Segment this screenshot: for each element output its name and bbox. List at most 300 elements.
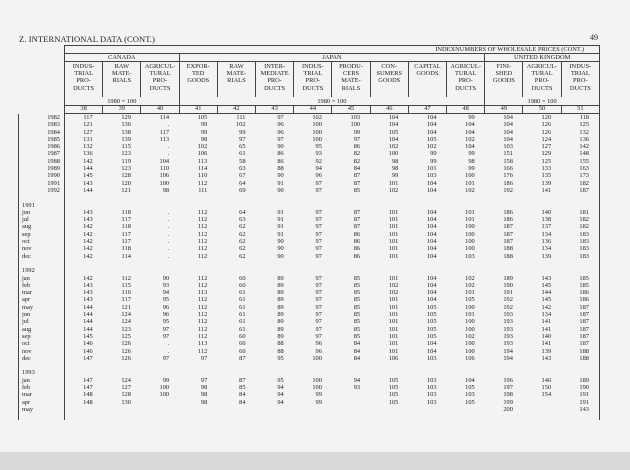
table-cell: 126 [121,347,131,355]
table-cell [294,267,332,274]
table-cell: 91 [277,230,284,238]
row-label: 1990 [19,172,65,179]
table-row [19,318,600,325]
row-label: oct [19,238,65,245]
table-cell: 112 [197,245,208,253]
table-cell: 112 [197,303,208,311]
table-cell [294,362,332,369]
table-cell: 97 [277,135,284,143]
row-label: aug [19,223,65,230]
row-label: apr [19,296,65,303]
table-cell: 183 [561,245,599,252]
table-cell: 97 [315,325,322,333]
table-cell [447,362,485,369]
row-label: jul [19,318,65,325]
table-cell [217,362,255,369]
table-cell: 100 [312,135,322,143]
table-cell: 114 [121,252,131,260]
column-label: EXPOR- TED GOODS [179,62,217,98]
table-cell: 113 [197,157,208,165]
table-cell: 124 [121,311,131,319]
table-cell: 97 [162,325,170,333]
table-cell: 100 [465,318,475,326]
table-cell [561,260,599,267]
table-row [19,165,600,172]
table-cell [294,406,332,413]
table-cell: 105 [388,391,399,399]
table-cell: 103 [426,391,437,399]
stub-header [19,97,65,106]
table-cell: 62 [239,252,246,260]
table-cell: 86 [353,230,361,238]
table-cell [370,413,408,420]
table-cell: 105 [465,383,475,391]
table-cell: 102 [388,186,399,194]
table-cell: 194 [503,354,513,362]
table-cell: 120 [121,179,131,187]
table-cell: 93 [353,383,361,391]
column-label: AGRICUL- TURAL PRO- DUCTS [141,62,179,98]
table-cell [332,362,370,369]
table-cell: 110 [197,172,208,180]
table-cell: 190 [561,384,599,391]
table-cell: 96 [315,340,322,348]
table-cell: 102 [465,281,475,289]
table-cell: 61 [239,289,246,297]
table-cell: 139 [121,135,131,143]
table-row [19,333,600,340]
table-cell: 112 [197,216,208,224]
table-cell [447,413,485,420]
table-cell: 106 [197,150,208,158]
table-cell: 104 [503,114,513,121]
table-row [19,209,600,216]
table-cell: 97 [315,252,322,260]
table-cell: 133 [541,165,552,173]
table-cell: 104 [159,157,170,165]
table-cell: 173 [561,172,599,179]
table-cell: . [167,245,170,253]
table-cell [65,413,103,420]
table-cell: 138 [541,216,552,224]
table-cell: 99 [200,121,208,129]
table-cell [332,413,370,420]
table-cell: 112 [197,179,208,187]
table-cell: 104 [426,114,437,121]
table-cell: 60 [239,274,246,282]
table-cell: 102 [197,143,208,151]
table-cell: . [167,216,170,224]
table-cell: 99 [200,128,208,136]
table-cell: 141 [541,340,552,348]
table-cell: 114 [197,165,208,173]
row-label: 1991 [19,202,65,209]
table-cell: . [167,223,170,231]
column-label: CON- SUMERS GOODS [370,62,408,98]
table-cell [103,362,141,369]
table-cell: 105 [426,303,437,311]
table-row [19,223,600,230]
table-cell [485,413,523,420]
row-label: jul [19,216,65,223]
column-label: RAW MATE- RIALS [217,62,255,98]
table-cell: 100 [465,303,475,311]
table-cell: 112 [197,311,208,319]
table-cell: 104 [426,238,437,246]
table-cell [217,413,255,420]
row-label: mar [19,391,65,398]
table-cell [523,369,561,376]
table-cell [332,260,370,267]
table-cell: 146 [83,340,93,348]
table-row [19,289,600,296]
table-cell: 126 [541,128,552,136]
row-label: sep [19,333,65,340]
table-cell: 64 [239,179,246,187]
table-row [19,253,600,260]
table-cell [332,399,370,406]
table-cell [447,406,485,413]
row-label: 1984 [19,129,65,136]
table-cell: 67 [239,172,246,180]
table-cell: 125 [541,157,552,165]
table-cell: 104 [465,128,475,136]
table-cell [332,267,370,274]
table-cell: 129 [121,114,131,121]
base-year-label: 1980 = 100 [179,97,485,106]
stub-header [19,54,65,62]
table-cell: 105 [388,376,399,384]
table-cell: 97 [315,230,322,238]
table-cell: 142 [83,223,93,231]
table-cell: 61 [239,311,246,319]
base-year-label: 1980 = 100 [65,97,180,106]
table-cell: 84 [353,354,361,362]
table-cell: 103 [350,114,361,121]
table-cell: 191 [561,399,599,406]
row-label: jan [19,377,65,384]
table-cell: 143 [83,296,93,304]
table-cell: 189 [503,274,513,282]
table-cell: 131 [83,135,93,143]
table-cell: 100 [465,223,475,231]
table-row [19,267,600,274]
table-cell: 89 [277,296,284,304]
table-cell: 140 [541,332,552,340]
table-cell: 118 [121,208,131,216]
table-cell: 142 [83,252,93,260]
table-cell [256,369,294,376]
table-cell: 63 [239,216,246,224]
table-cell: 82 [353,157,361,165]
table-cell [523,260,561,267]
table-cell: 120 [541,114,552,121]
table-cell [332,369,370,376]
table-cell: 112 [197,281,208,289]
table-cell: 89 [277,303,284,311]
table-cell: 142 [541,303,552,311]
table-cell: 144 [83,311,93,319]
table-row [19,136,600,143]
row-label: aug [19,326,65,333]
table-cell: 143 [561,406,599,413]
country-header: UNITED KINGDOM [485,54,600,62]
column-number: 40 [141,106,179,114]
table-cell: 192 [503,186,513,194]
table-cell: 62 [239,238,246,246]
country-header: JAPAN [179,54,485,62]
table-cell: 99 [468,114,475,121]
table-cell: 186 [503,216,513,224]
row-label: apr [19,399,65,406]
table-cell: 102 [235,121,246,129]
table-cell: 115 [121,143,131,151]
table-cell [485,194,523,201]
table-cell: 100 [312,128,322,136]
table-cell: 100 [312,121,322,129]
table-cell: 105 [426,325,437,333]
table-cell: 176 [503,172,513,180]
table-cell: 142 [83,230,93,238]
table-cell: 97 [200,354,208,362]
table-cell: 143 [83,289,93,297]
table-cell: 100 [159,391,170,399]
table-cell: 147 [83,376,93,384]
table-row [19,150,600,157]
table-row [19,172,600,179]
table-cell: 154 [541,391,552,399]
table-cell: 101 [465,179,475,187]
table-cell: 103 [465,391,475,399]
table-cell: 187 [503,230,513,238]
table-cell: 123 [121,325,131,333]
table-cell [256,413,294,420]
table-cell: 60 [239,281,246,289]
table-cell: 104 [503,128,513,136]
table-cell: 132 [83,143,93,151]
table-cell: . [167,121,170,129]
table-cell: 144 [83,303,93,311]
table-cell: 99 [162,376,170,384]
table-cell: . [167,340,170,348]
table-cell: 144 [83,186,93,194]
table-cell: 90 [277,172,284,180]
table-cell [332,406,370,413]
table-cell: 97 [315,216,322,224]
table-cell: 105 [426,311,437,319]
table-cell: 104 [426,289,437,297]
table-cell: 91 [277,216,284,224]
row-label: sep [19,231,65,238]
table-cell [65,362,103,369]
table-cell: 134 [541,311,552,319]
table-cell: 100 [465,245,475,253]
table-cell: 101 [388,238,399,246]
table-cell: 186 [561,289,599,296]
table-row [19,158,600,165]
table-row [19,194,600,201]
table-cell: 187 [561,340,599,347]
table-cell: . [167,347,170,355]
table-cell: 144 [83,165,93,173]
table-cell: 90 [277,238,284,246]
table-cell [332,194,370,201]
table-cell: 101 [388,318,399,326]
table-cell [523,413,561,420]
table-row [19,348,600,355]
table-cell: 112 [197,347,208,355]
column-label-row [19,62,600,98]
table-cell: 112 [121,274,131,282]
row-label: feb [19,384,65,391]
table-cell: 98 [200,391,208,399]
table-cell: 147 [83,354,93,362]
table-cell: 144 [83,325,93,333]
table-cell: 100 [465,238,475,246]
table-cell: 106 [159,172,170,180]
table-cell: 89 [277,274,284,282]
table-cell: 91 [277,179,284,187]
row-label: 1991 [19,180,65,187]
country-header-row [19,54,600,62]
table-cell: 96 [162,303,170,311]
table-cell: 104 [388,121,399,129]
table-row [19,391,600,398]
table-cell: 91 [277,208,284,216]
table-cell: 98 [162,186,170,194]
row-label: 1986 [19,143,65,150]
table-row [19,406,600,413]
table-cell: 139 [541,347,552,355]
table-cell: 112 [197,252,208,260]
column-label: AGRICUL- TURAL PRO- DUCTS [447,62,485,98]
table-row [19,216,600,223]
table-cell: 186 [561,296,599,303]
table-cell: 125 [121,332,131,340]
table-cell [256,362,294,369]
table-cell [179,202,217,209]
table-cell [217,202,255,209]
table-cell: 100 [312,376,322,384]
table-cell: 97 [315,296,322,304]
table-cell: 182 [561,223,599,230]
row-label: 1993 [19,369,65,376]
table-cell [179,369,217,376]
table-cell [103,369,141,376]
table-cell: 146 [541,376,552,384]
table-cell: 139 [541,252,552,260]
table-cell: 88 [277,340,284,348]
table-cell: 84 [353,165,361,173]
table-cell: 89 [277,318,284,326]
table-cell: 112 [197,223,208,231]
table-cell: 101 [388,274,399,282]
table-cell: 94 [277,391,284,399]
wholesale-prices-table [18,45,600,420]
table-cell: 124 [121,318,131,326]
table-cell [370,369,408,376]
table-cell: 97 [315,179,322,187]
table-cell: 110 [159,165,170,173]
row-label: 1983 [19,121,65,128]
table-cell: 129 [541,150,552,158]
table-cell: 139 [541,179,552,187]
table-cell: 100 [465,172,475,180]
table-cell: 117 [121,216,131,224]
table-cell: 181 [561,209,599,216]
table-cell: 101 [388,223,399,231]
table-cell: 94 [162,289,170,297]
table-cell: 148 [83,398,93,406]
page-title: Z. INTERNATIONAL DATA (CONT.) [19,34,156,44]
table-cell: 114 [159,114,170,121]
super-header-row [19,46,600,54]
table-cell: 118 [121,245,131,253]
table-cell [141,399,179,406]
table-cell: 187 [561,318,599,325]
table-cell: 134 [541,230,552,238]
column-label: INTER- MEDIATE PRO- DUCTS [256,62,294,98]
table-cell: 99 [430,150,437,158]
table-cell: 102 [465,135,475,143]
table-cell: 183 [561,238,599,245]
column-number: 38 [65,106,103,114]
table-cell: 196 [503,376,513,384]
row-label: jan [19,275,65,282]
table-cell: 101 [426,165,437,173]
table-cell [447,369,485,376]
row-label: mar [19,289,65,296]
table-row [19,384,600,391]
table-cell: 86 [353,245,361,253]
column-label: FINI- SHED GOODS [485,62,523,98]
table-cell [103,194,141,201]
table-cell: 188 [503,245,513,253]
table-cell: 127 [121,383,131,391]
table-cell [103,202,141,209]
column-number: 45 [332,106,370,114]
table-cell [447,267,485,274]
table-cell: . [167,208,170,216]
table-cell: 146 [83,347,93,355]
table-cell: 104 [426,245,437,253]
row-label: oct [19,340,65,347]
table-cell: 185 [561,282,599,289]
column-number: 39 [103,106,141,114]
table-cell [408,362,446,369]
table-cell [294,194,332,201]
table-cell: 100 [159,383,170,391]
table-cell: 86 [353,143,361,151]
row-label: nov [19,245,65,252]
table-cell: 62 [239,230,246,238]
table-cell: 104 [465,121,475,129]
table-cell: 97 [315,223,322,231]
table-cell: 104 [426,296,437,304]
table-cell [561,362,599,369]
table-cell: 97 [315,318,322,326]
table-cell: 85 [353,332,361,340]
table-cell: 100 [350,121,361,129]
table-cell: 102 [465,274,475,282]
table-cell: 141 [541,186,552,194]
table-cell [370,406,408,413]
table-cell: 85 [353,274,361,282]
table-cell: 101 [388,332,399,340]
table-cell: 69 [239,186,246,194]
table-cell [408,202,446,209]
table-cell: 144 [83,318,93,326]
